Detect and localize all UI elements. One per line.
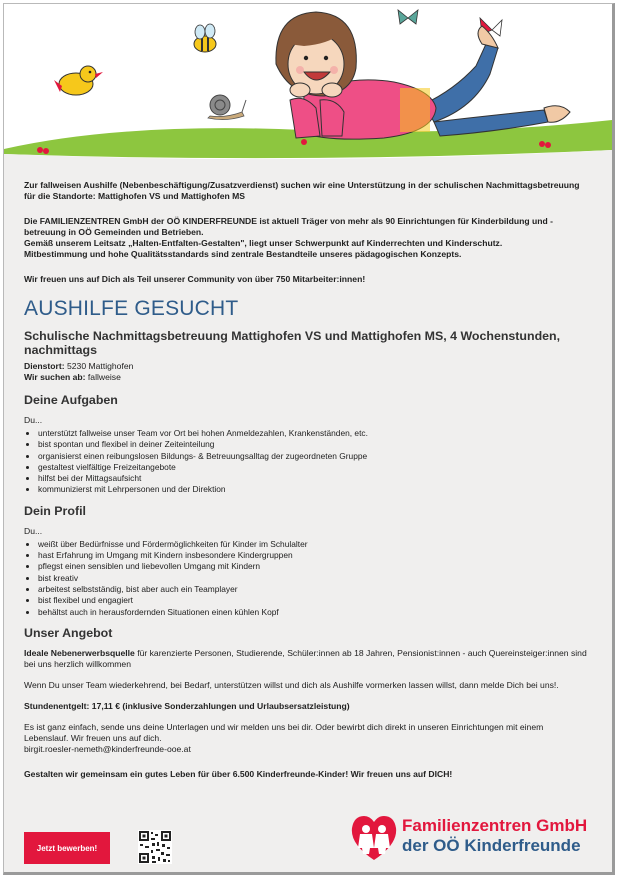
list-item: • arbeitest selbstständig, bist aber auch ein Teamplayer <box>38 584 589 595</box>
intro-line: Gemäß unserem Leitsatz „Halten-Entfalten-Gestalten", liegt unser Schwerpunkt auf Kinderrechten und Kinderschutz. <box>24 238 503 248</box>
intro-paragraph: Wir freuen uns auf Dich als Teil unserer Community von über 750 Mitarbeiter:innen! <box>24 274 366 284</box>
salary-text: Stundenentgelt: 17,11 € (inklusive Sonderzahlungen und Urlaubsersatzleistung) <box>24 700 350 711</box>
intro-line: Mitbestimmung und hohe Qualitätsstandards sind zentrale Bestandteile unseres pädagogischen Konzepts. <box>24 249 462 259</box>
girl-lying-illustration <box>4 4 612 164</box>
aufgaben-list <box>24 428 589 496</box>
kinderfreunde-logo-icon <box>348 814 400 862</box>
intro-line: Die FAMILIENZENTREN GmbH der OÖ KINDERFREUNDE ist aktuell Träger von mehr als 90 Einrichtungen für Kinderbildung und -betreuung in OÖ Gemeinden und Betrieben. <box>24 216 554 237</box>
list-item: • bist flexibel und engagiert <box>38 595 589 606</box>
section-heading-angebot: Unser Angebot <box>24 625 113 640</box>
angebot-paragraph: Ideale Nebenerwerbsquelle für karenzierte Personen, Studierende, Schüler:innen ab 18 Jahren, Pensionist:innen - auch Quereinsteiger:innen sind bei uns herzlich willkommen <box>24 647 587 669</box>
list-item: • unterstützt fallweise unser Team vor Ort bei hohen Anmeldezahlen, Krankenständen, etc. <box>38 428 589 439</box>
list-item: • behältst auch in herausfordernden Situationen einen kühlen Kopf <box>38 607 589 618</box>
contact-paragraph: Es ist ganz einfach, sende uns deine Unterlagen und wir melden uns bei dir. Oder bewirbt dich direkt in unseren Einrichtungen mit einem Lebenslauf. Wir freuen uns auf dich. birgit.roesler-nemeth@kinderfreunde-ooe.at <box>24 721 544 754</box>
list-item: • organisierst einen reibungslosen Bildungs- & Betreuungsalltag der zugeordneten Gruppe <box>38 451 589 462</box>
list-item: • gestaltest vielfältige Freizeitangebote <box>38 462 589 473</box>
contact-email[interactable]: birgit.roesler-nemeth@kinderfreunde-ooe.at <box>24 743 191 754</box>
list-item: • bist kreativ <box>38 573 589 584</box>
bee-icon <box>194 24 216 52</box>
profil-list <box>24 539 589 618</box>
list-item: • kommunizierst mit Lehrpersonen und der Direktion <box>38 484 589 495</box>
meta-dienstort: Dienstort: 5230 Mattighofen <box>24 361 134 371</box>
intro-paragraph <box>24 216 589 260</box>
list-item: • hast Erfahrung im Umgang mit Kindern insbesondere Kindergruppen <box>38 550 589 561</box>
kinderfreunde-logo <box>344 812 594 864</box>
list-item: • bist spontan und flexibel in deiner Zeiteinteilung <box>38 439 589 450</box>
section-heading-aufgaben: Deine Aufgaben <box>24 393 118 407</box>
meta-start: Wir suchen ab: fallweise <box>24 372 121 382</box>
job-subtitle: Schulische Nachmittagsbetreuung Mattighofen VS und Mattighofen MS, 4 Wochenstunden, nachmittags <box>24 329 561 357</box>
ad-content <box>24 180 589 790</box>
apply-button[interactable]: Jetzt bewerben! <box>24 832 110 864</box>
aufgaben-lead: Du... <box>24 415 43 425</box>
list-item: • hilfst bei der Mittagsaufsicht <box>38 473 589 484</box>
section-heading-profil: Dein Profil <box>24 503 86 518</box>
job-meta <box>24 361 589 383</box>
logo-line-1: Familienzentren GmbH <box>402 816 588 835</box>
logo-line-2: der OÖ Kinderfreunde <box>402 836 581 855</box>
butterfly-icon <box>398 10 418 24</box>
list-item: • pflegst einen sensiblen und liebevollen Umgang mit Kindern <box>38 561 589 572</box>
angebot-paragraph: Wenn Du unser Team wiederkehrend, bei Bedarf, unterstützen willst und dich als Aushilfe vormerken lassen willst, dann melde Dich bei uns!. <box>24 679 559 690</box>
profil-lead: Du... <box>24 525 43 536</box>
bird-icon <box>54 66 103 95</box>
intro-block <box>24 180 589 285</box>
hero-illustration <box>4 4 612 164</box>
closing-text: Gestalten wir gemeinsam ein gutes Leben für über 6.500 Kinderfreunde-Kinder! Wir freuen uns auf DICH! <box>24 768 453 779</box>
page-title: AUSHILFE GESUCHT <box>24 297 239 320</box>
list-item: • weißt über Bedürfnisse und Fördermöglichkeiten für Kinder im Schulalter <box>38 539 589 550</box>
intro-paragraph: Zur fallweisen Aushilfe (Nebenbeschäftigung/Zusatzverdienst) suchen wir eine Unterstützung in der schulischen Nachmittagsbetreuung für die Standorte: Mattighofen VS und Mattighofen MS <box>24 180 580 201</box>
job-ad-page <box>3 3 615 875</box>
snail-icon <box>208 95 246 120</box>
qr-code-icon[interactable] <box>138 830 172 864</box>
